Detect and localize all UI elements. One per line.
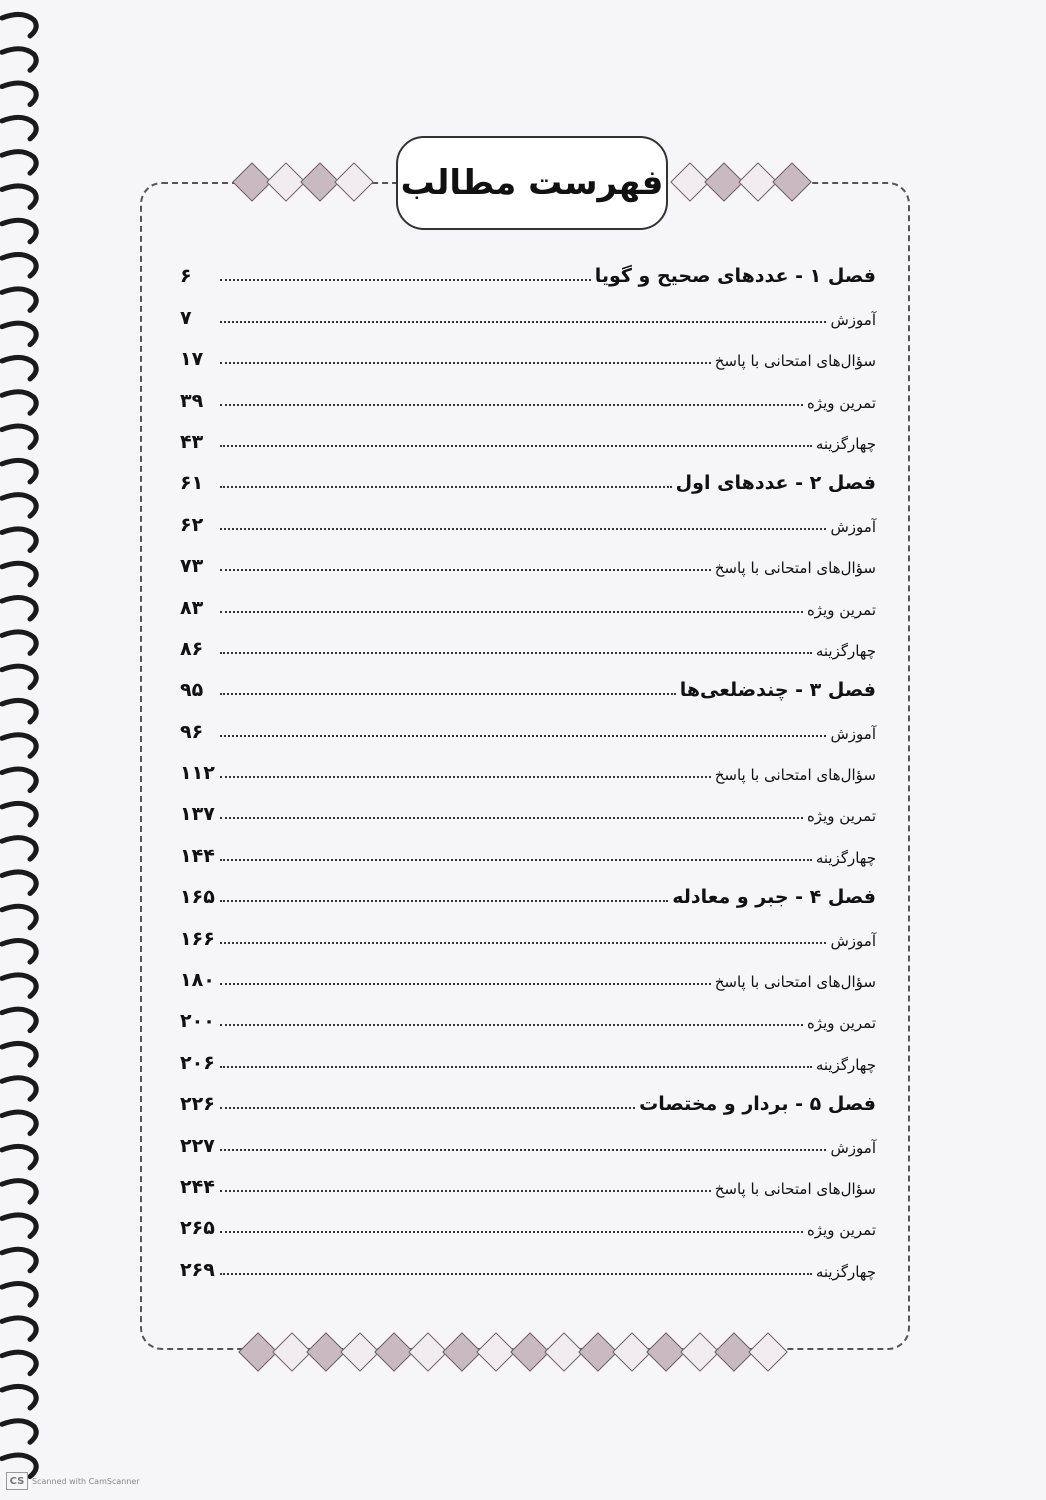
spiral-coil (2, 1318, 36, 1340)
spiral-coil (2, 906, 36, 928)
spiral-coil (2, 1386, 36, 1408)
toc-entry-label: چهارگزینه (815, 1262, 876, 1281)
spiral-coil (2, 14, 36, 36)
dot-leader (220, 279, 591, 281)
spiral-coil (2, 1078, 36, 1100)
toc-page-number: ۱۶۵ (180, 886, 215, 909)
dot-leader (220, 1066, 812, 1068)
spiral-coil (2, 83, 36, 105)
dot-leader (220, 776, 711, 778)
dot-leader (220, 900, 668, 902)
dot-leader (220, 486, 672, 488)
diamond-ornament-top-right (676, 160, 806, 204)
toc-page-number: ۲۶۵ (180, 1217, 215, 1240)
toc-entry-label: آموزش (830, 724, 876, 743)
spiral-coil (2, 598, 36, 620)
diamond-ornament-bottom (244, 1330, 782, 1374)
toc-page-number: ۹۶ (180, 720, 204, 743)
toc-page-number: ۱۸۰ (180, 969, 215, 992)
dot-leader (220, 611, 803, 613)
dot-leader (220, 942, 826, 944)
toc-section-row (180, 1241, 876, 1282)
toc-page-number: ۶ (180, 265, 192, 288)
spiral-coil (2, 392, 36, 414)
toc-section-row (180, 538, 876, 579)
toc-section-row (180, 1159, 876, 1200)
toc-chapter-row (180, 455, 876, 496)
toc-page-number: ۱۳۷ (180, 803, 215, 826)
toc-page-number: ۹۵ (180, 679, 204, 702)
spiral-coil (2, 460, 36, 482)
toc-section-row (180, 414, 876, 455)
toc-page-number: ۶۱ (180, 472, 204, 495)
toc-page-number: ۲۰۰ (180, 1010, 215, 1033)
toc-section-row (180, 289, 876, 330)
spiral-coil (2, 49, 36, 71)
spiral-coil (2, 975, 36, 997)
spiral-coil (2, 563, 36, 585)
spiral-coil (2, 1181, 36, 1203)
toc-entry-label: سؤال‌های امتحانی با پاسخ (714, 1179, 876, 1198)
watermark-text: Scanned with CamScanner (32, 1476, 140, 1486)
toc-entry-label: سؤال‌های امتحانی با پاسخ (714, 352, 876, 371)
toc-page-number: ۲۴۴ (180, 1175, 215, 1198)
spiral-coil (2, 357, 36, 379)
spiral-coil (2, 769, 36, 791)
toc-page-number: ۸۳ (180, 596, 204, 619)
toc-entry-label: چهارگزینه (815, 848, 876, 867)
spiral-coil (2, 666, 36, 688)
toc-entry-label: تمرین ویژه (806, 393, 876, 412)
table-of-contents (180, 248, 876, 1283)
spiral-coil (2, 323, 36, 345)
dot-leader (220, 1024, 803, 1026)
dot-leader (220, 362, 711, 364)
spiral-binding (0, 0, 44, 1500)
diamond-shape (748, 1332, 788, 1372)
spiral-coil (2, 872, 36, 894)
toc-page-number: ۷ (180, 306, 192, 329)
toc-page-number: ۱۶۶ (180, 927, 215, 950)
spiral-coil (2, 1284, 36, 1306)
toc-entry-label: تمرین ویژه (806, 1014, 876, 1033)
toc-page-number: ۲۰۶ (180, 1051, 215, 1074)
dot-leader (220, 693, 676, 695)
toc-page-number: ۲۲۶ (180, 1093, 215, 1116)
page-title: فهرست مطالب (400, 163, 664, 203)
dot-leader (220, 817, 803, 819)
title-box (396, 136, 668, 230)
toc-entry-label: فصل ۴ - جبر و معادله (672, 886, 876, 909)
toc-page-number: ۲۲۷ (180, 1134, 215, 1157)
spiral-coil (2, 838, 36, 860)
diamond-shape (772, 162, 812, 202)
spiral-coil (2, 426, 36, 448)
dot-leader (220, 652, 812, 654)
toc-entry-label: تمرین ویژه (806, 1221, 876, 1240)
dot-leader (220, 1107, 635, 1109)
spiral-coil (2, 152, 36, 174)
toc-entry-label: چهارگزینه (815, 1055, 876, 1074)
toc-entry-label: آموزش (830, 1138, 876, 1157)
toc-section-row (180, 372, 876, 413)
dot-leader (220, 983, 711, 985)
spiral-coil (2, 289, 36, 311)
camscanner-logo-icon: CS (6, 1472, 28, 1490)
toc-section-row (180, 331, 876, 372)
toc-entry-label: چهارگزینه (815, 434, 876, 453)
toc-entry-label: فصل ۲ - عددهای اول (675, 472, 876, 495)
toc-entry-label: سؤال‌های امتحانی با پاسخ (714, 973, 876, 992)
spiral-coil (2, 735, 36, 757)
toc-entry-label: سؤال‌های امتحانی با پاسخ (714, 766, 876, 785)
toc-entry-label: آموزش (830, 310, 876, 329)
dot-leader (220, 859, 812, 861)
dot-leader (220, 445, 812, 447)
toc-section-row (180, 496, 876, 537)
toc-section-row (180, 1034, 876, 1075)
toc-section-row (180, 579, 876, 620)
scanner-watermark (6, 1472, 140, 1490)
spiral-coil (2, 632, 36, 654)
toc-chapter-row (180, 1076, 876, 1117)
spiral-coil (2, 1352, 36, 1374)
toc-section-row (180, 827, 876, 868)
spiral-coil (2, 803, 36, 825)
toc-chapter-row (180, 248, 876, 289)
dot-leader (220, 1273, 812, 1275)
toc-section-row (180, 786, 876, 827)
toc-page-number: ۶۲ (180, 513, 204, 536)
spiral-coil (2, 495, 36, 517)
toc-section-row (180, 993, 876, 1034)
spiral-coil (2, 1112, 36, 1134)
toc-page-number: ۱۷ (180, 348, 204, 371)
spiral-coil (2, 700, 36, 722)
toc-section-row (180, 1117, 876, 1158)
spiral-coil (2, 1215, 36, 1237)
spiral-coil (2, 255, 36, 277)
spiral-coil (2, 117, 36, 139)
toc-entry-label: تمرین ویژه (806, 600, 876, 619)
dot-leader (220, 1149, 826, 1151)
toc-chapter-row (180, 662, 876, 703)
toc-section-row (180, 703, 876, 744)
spiral-coil (2, 1249, 36, 1271)
toc-section-row (180, 952, 876, 993)
toc-section-row (180, 621, 876, 662)
dot-leader (220, 321, 826, 323)
spiral-coil (2, 1009, 36, 1031)
toc-section-row (180, 745, 876, 786)
toc-entry-label: آموزش (830, 931, 876, 950)
dot-leader (220, 1231, 803, 1233)
spiral-coil (2, 1146, 36, 1168)
dot-leader (220, 569, 711, 571)
spiral-coil (2, 220, 36, 242)
toc-chapter-row (180, 869, 876, 910)
dot-leader (220, 735, 826, 737)
toc-page-number: ۴۳ (180, 430, 204, 453)
toc-page-number: ۱۴۴ (180, 844, 215, 867)
toc-entry-label: چهارگزینه (815, 641, 876, 660)
toc-section-row (180, 1200, 876, 1241)
toc-page-number: ۲۶۹ (180, 1258, 215, 1281)
dot-leader (220, 404, 803, 406)
dot-leader (220, 528, 826, 530)
spiral-coil (2, 529, 36, 551)
toc-entry-label: تمرین ویژه (806, 807, 876, 826)
spiral-coil (2, 1421, 36, 1443)
spiral-coil (2, 941, 36, 963)
spiral-coil (2, 1043, 36, 1065)
toc-page-number: ۷۳ (180, 555, 204, 578)
toc-entry-label: فصل ۵ - بردار و مختصات (639, 1093, 876, 1116)
diamond-ornament-top-left (238, 160, 368, 204)
toc-page-number: ۸۶ (180, 637, 204, 660)
toc-entry-label: سؤال‌های امتحانی با پاسخ (714, 559, 876, 578)
dot-leader (220, 1190, 711, 1192)
toc-entry-label: فصل ۳ - چندضلعی‌ها (679, 679, 876, 702)
toc-page-number: ۱۱۲ (180, 762, 215, 785)
toc-entry-label: فصل ۱ - عددهای صحیح و گویا (594, 265, 876, 288)
toc-section-row (180, 910, 876, 951)
spiral-coil (2, 186, 36, 208)
diamond-shape (334, 162, 374, 202)
toc-entry-label: آموزش (830, 517, 876, 536)
toc-page-number: ۳۹ (180, 389, 204, 412)
